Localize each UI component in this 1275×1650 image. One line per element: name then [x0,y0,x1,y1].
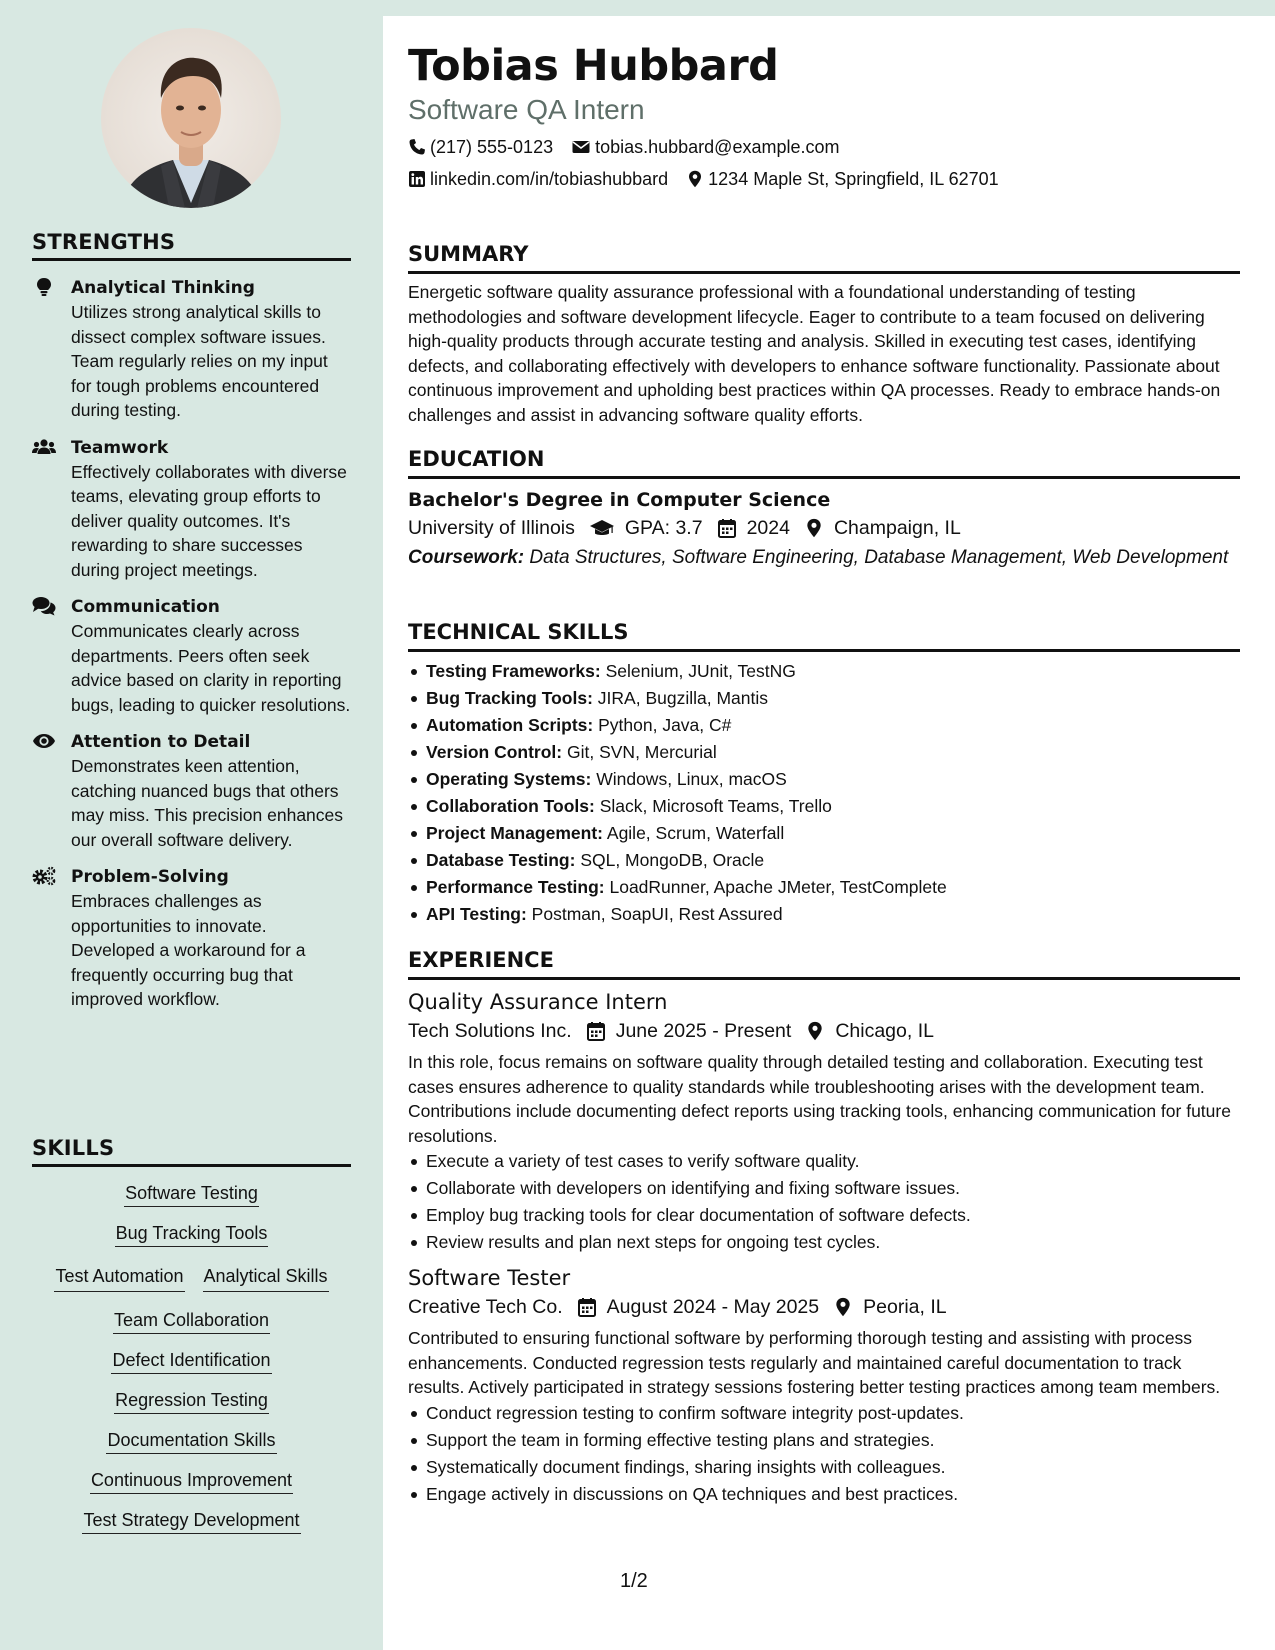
skill-tag: Defect Identification [111,1347,271,1374]
job-location [805,1016,934,1046]
phone-icon [408,138,426,156]
graduation-cap-icon [589,518,615,538]
address-text: 1234 Maple St, Springfield, IL 62701 [708,169,999,189]
skill-row [32,1428,351,1452]
job-entry [408,988,1240,1256]
job-dates [577,1292,819,1322]
technical-skills-list [408,658,1240,928]
job-dates [586,1016,792,1046]
strength-title: Teamwork [71,437,169,458]
skill-tag: Test Automation [54,1261,184,1292]
tech-skill-item [408,901,1240,928]
gpa [589,513,703,543]
tech-skill-label: Database Testing: [426,850,576,870]
strength-title: Analytical Thinking [71,278,255,298]
strength-title: Communication [71,597,220,617]
tech-skill-label: Version Control: [426,742,563,762]
skills-section [32,1136,351,1548]
tech-skill-item [408,793,1240,820]
strength-item [32,730,351,852]
skills-list [32,1181,351,1548]
linkedin-contact[interactable] [408,163,668,195]
profile-photo [101,28,281,208]
company-text: Tech Solutions Inc. [408,1020,572,1042]
tech-skill-value: LoadRunner, Apache JMeter, TestComplete [609,877,947,897]
tech-skill-label: Automation Scripts: [426,715,594,735]
tech-skill-label: Performance Testing: [426,877,605,897]
candidate-role: Software QA Intern [408,94,645,125]
tech-skill-label: Operating Systems: [426,769,592,789]
location-text: Chicago, IL [835,1020,934,1042]
summary-section [408,240,1240,427]
tech-skill-value: SQL, MongoDB, Oracle [580,850,765,870]
coursework-label: Coursework: [408,547,525,568]
job-bullets [408,1148,1240,1256]
tech-skill-label: Project Management: [426,823,603,843]
tech-skill-value: Agile, Scrum, Waterfall [606,823,785,843]
map-pin-icon [833,1297,853,1317]
education-location [804,513,961,543]
dates-text: June 2025 - Present [615,1020,792,1042]
job-bullet: Support the team in forming effective testing plans and strategies. [408,1427,1240,1454]
calendar-icon [577,1297,597,1317]
strength-desc: Utilizes strong analytical skills to dissect complex software issues. Team regularly relies on my input for tough problems encountered during testing. [71,302,328,420]
skill-tag: Documentation Skills [106,1427,276,1454]
map-pin-icon [804,518,824,538]
top-band [383,0,1275,16]
coursework-text: Data Structures, Software Engineering, Database Management, Web Development [529,547,1229,568]
company [408,1016,572,1046]
tech-skill-item [408,820,1240,847]
candidate-name: Tobias Hubbard [408,41,779,91]
technical-skills-title: TECHNICAL SKILLS [408,618,1240,652]
tech-skill-value: Windows, Linux, macOS [596,769,787,789]
job-meta [408,1292,1240,1322]
contact-line [408,163,1240,195]
coursework [408,545,1240,570]
strength-item [32,595,351,717]
skill-row [32,1388,351,1412]
strengths-section [32,230,351,1012]
skills-title: SKILLS [32,1136,351,1167]
job-entry [408,1264,1240,1508]
address-contact [686,163,999,195]
email-contact[interactable] [571,131,839,163]
comments-icon [32,596,56,616]
tech-skill-item [408,712,1240,739]
company [408,1292,563,1322]
job-summary: In this role, focus remains on software quality through detailed testing and collaboration. Executing test cases ensures adherence to quality standards while troubleshooting arises with the development team. Contributions include documenting defect reports using tracking tools, enhancing communication for future resolutions. [408,1052,1231,1146]
skill-row [32,1308,351,1332]
job-title: Quality Assurance Intern [408,990,668,1014]
tech-skill-item [408,847,1240,874]
skill-tag: Bug Tracking Tools [115,1220,269,1247]
tech-skill-value: Postman, SoapUI, Rest Assured [531,904,783,924]
skill-row [32,1221,351,1245]
experience-title: EXPERIENCE [408,946,1240,980]
skill-row [32,1348,351,1372]
location-text: Peoria, IL [863,1296,947,1318]
calendar-icon [586,1021,606,1041]
job-summary: Contributed to ensuring functional software by performing thorough testing and assisting with process enhancements. Conducted regression tests regularly and maintained careful documentation to track results. Actively participated in strategy sessions fostering better testing practices among team members. [408,1328,1221,1397]
phone-text: (217) 555-0123 [430,137,554,157]
tech-skill-value: Selenium, JUnit, TestNG [605,661,796,681]
strength-item [32,865,351,1012]
job-bullet: Execute a variety of test cases to verify software quality. [408,1148,1240,1175]
skill-tag: Regression Testing [114,1387,269,1414]
tech-skill-item [408,766,1240,793]
header [408,40,1240,195]
skill-tag: Software Testing [124,1180,259,1207]
calendar-icon [717,518,737,538]
tech-skill-item [408,739,1240,766]
skill-row [32,1181,351,1205]
strength-item [32,436,351,583]
job-title: Software Tester [408,1266,571,1290]
summary-title: SUMMARY [408,240,1240,274]
job-bullets [408,1400,1240,1508]
dates-text: August 2024 - May 2025 [606,1296,820,1318]
skill-row [32,1508,351,1532]
skill-tag: Analytical Skills [203,1261,329,1292]
job-bullet: Conduct regression testing to confirm software integrity post-updates. [408,1400,1240,1427]
strength-desc: Communicates clearly across departments. Peers often seek advice based on clarity in reporting bugs, leading to quicker resolutions. [71,621,351,715]
summary-text: Energetic software quality assurance professional with a foundational understanding of testing methodologies and software development lifecycle. Eager to contribute to a team focused on delivering high-quality products through accurate testing and analysis. Skilled in executing test cases, identifying defects, and collaborating effectively with developers to enhance software functionality. Passionate about continuous improvement and upholding best practices within QA processes. Ready to embrace hands-on challenges and assist in advancing software quality efforts. [408,282,1221,425]
year-text: 2024 [746,517,790,539]
tech-skill-item [408,658,1240,685]
skill-row [32,1468,351,1492]
graduation-year [717,513,790,543]
school-text: University of Illinois [408,517,575,539]
company-text: Creative Tech Co. [408,1296,563,1318]
linkedin-text[interactable]: linkedin.com/in/tobiashubbard [430,169,669,189]
users-icon [32,437,56,457]
job-bullet: Review results and plan next steps for ongoing test cycles. [408,1229,1240,1256]
skill-tag: Team Collaboration [113,1307,270,1334]
strength-title: Problem-Solving [71,867,229,887]
job-bullet: Systematically document findings, sharing insights with colleagues. [408,1454,1240,1481]
tech-skill-label: Collaboration Tools: [426,796,595,816]
skill-tag: Continuous Improvement [90,1467,293,1494]
school-name [408,513,575,543]
page-indicator: 1/2 [620,1570,648,1592]
tech-skill-value: Git, SVN, Mercurial [567,742,717,762]
strengths-title: STRENGTHS [32,230,351,261]
linkedin-icon [408,170,426,188]
map-pin-icon [805,1021,825,1041]
tech-skill-label: Testing Frameworks: [426,661,601,681]
strength-desc: Effectively collaborates with diverse teams, elevating group efforts to deliver quality outcomes. It's rewarding to share successes during project meetings. [71,461,347,580]
job-bullet: Employ bug tracking tools for clear documentation of software defects. [408,1202,1240,1229]
strength-desc: Demonstrates keen attention, catching nuanced bugs that others may miss. This precision enhances our overall software delivery. [71,756,344,850]
tech-skill-value: Slack, Microsoft Teams, Trello [599,796,832,816]
envelope-icon [571,138,591,156]
gpa-text: GPA: 3.7 [624,517,703,539]
job-bullet: Engage actively in discussions on QA techniques and best practices. [408,1481,1240,1508]
map-pin-icon [686,170,704,188]
tech-skill-item [408,874,1240,901]
education-meta [408,513,1240,543]
degree-title: Bachelor's Degree in Computer Science [408,489,831,511]
contact-line [408,131,1240,163]
education-section [408,445,1240,570]
lightbulb-icon [32,277,56,297]
tech-skill-item [408,685,1240,712]
eye-icon [32,731,56,751]
tech-skill-value: JIRA, Bugzilla, Mantis [597,688,768,708]
job-meta [408,1016,1240,1046]
gears-icon [32,866,56,886]
job-bullet: Collaborate with developers on identifying and fixing software issues. [408,1175,1240,1202]
location-text: Champaign, IL [833,517,961,539]
job-location [833,1292,946,1322]
experience-section [408,946,1240,1508]
phone-contact [408,131,553,163]
strength-title: Attention to Detail [71,732,251,752]
technical-skills-section [408,618,1240,928]
tech-skill-value: Python, Java, C# [598,715,732,735]
tech-skill-label: Bug Tracking Tools: [426,688,593,708]
email-text[interactable]: tobias.hubbard@example.com [595,137,840,157]
strength-desc: Embraces challenges as opportunities to innovate. Developed a workaround for a frequently occurring bug that improved workflow. [71,891,306,1009]
skill-tag: Test Strategy Development [82,1507,300,1534]
strength-item [32,276,351,423]
education-title: EDUCATION [408,445,1240,479]
tech-skill-label: API Testing: [426,904,527,924]
